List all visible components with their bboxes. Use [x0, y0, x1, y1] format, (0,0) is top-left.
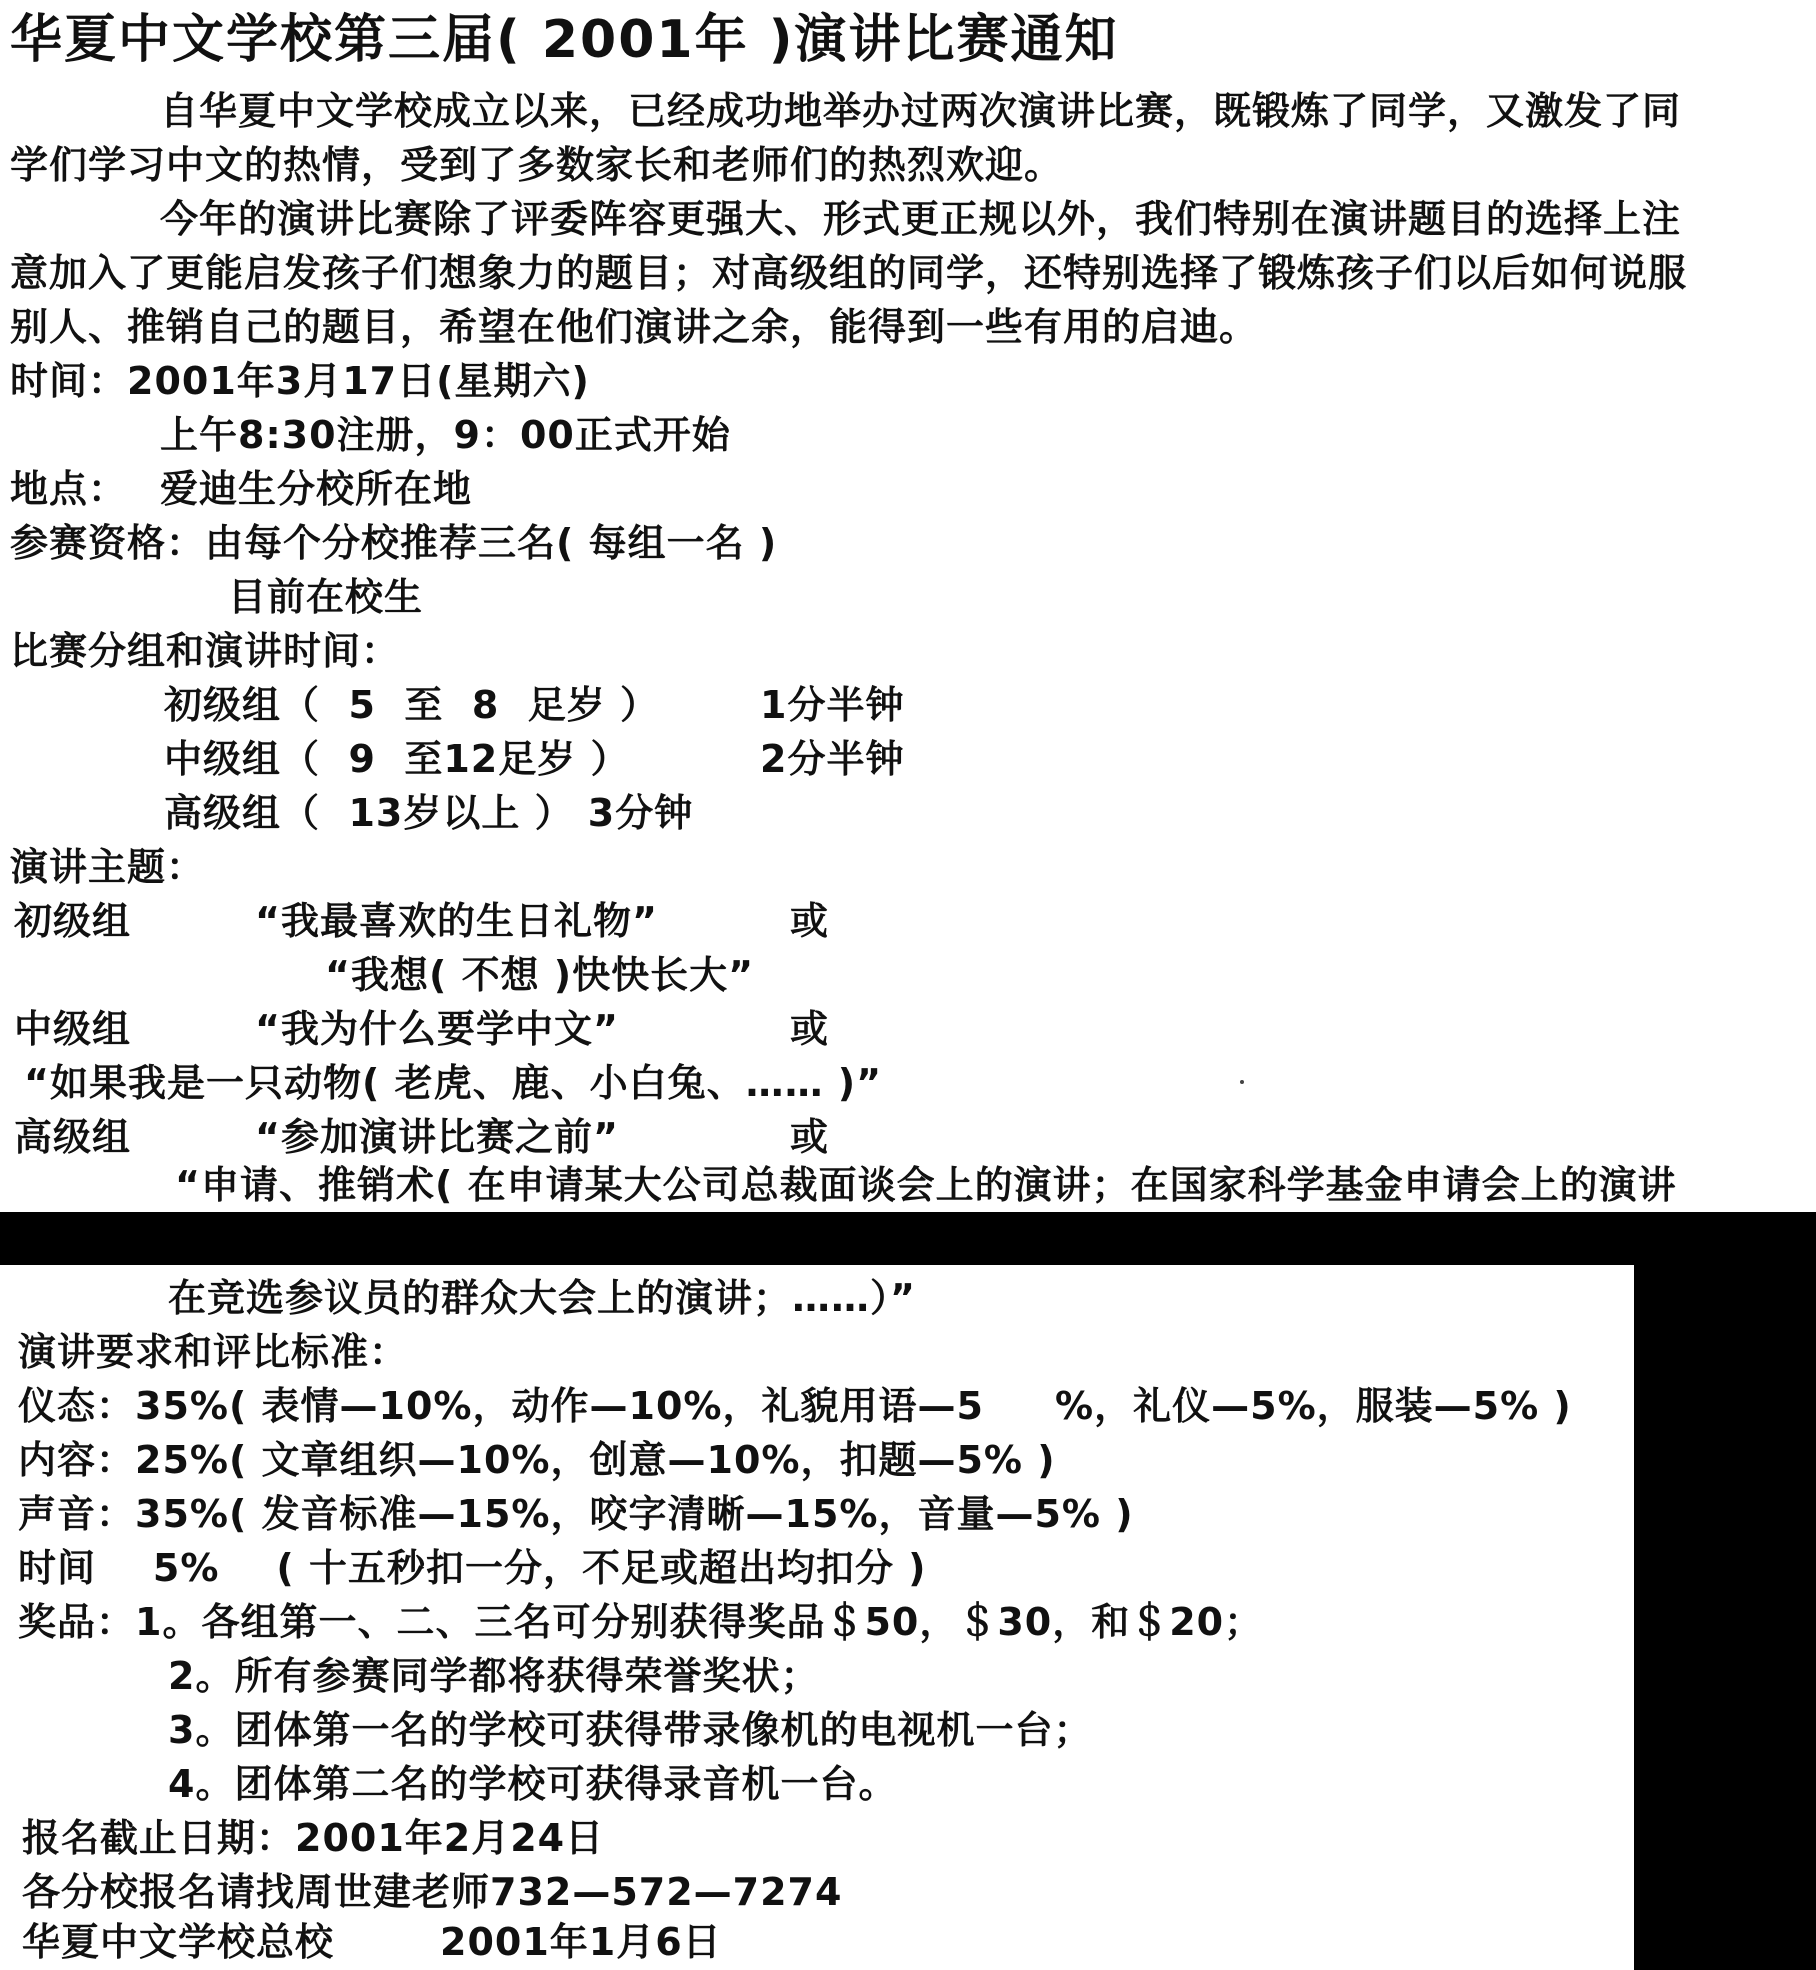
deadline: 报名截止日期：2001年2月24日 [22, 1816, 605, 1860]
intro-line-3: 今年的演讲比赛除了评委阵容更强大、形式更正规以外，我们特别在演讲题目的选择上注 [160, 197, 1682, 241]
time-line: 时间：2001年3月17日(星期六) [10, 359, 590, 403]
place-value: 爱迪生分校所在地 [160, 467, 473, 511]
prize-1: 奖品：1。各组第一、二、三名可分别获得奖品＄50，＄30，和＄20； [18, 1600, 1264, 1644]
topic-junior-or: 或 [790, 899, 830, 943]
scan-speck [1240, 1080, 1244, 1084]
topic-senior-1: “参加演讲比赛之前” [255, 1115, 619, 1159]
group-junior-time: 1分半钟 [760, 683, 905, 727]
group-middle-time: 2分半钟 [760, 737, 905, 781]
eligibility-detail: 目前在校生 [228, 575, 424, 619]
topic-middle-or: 或 [790, 1007, 830, 1051]
groups-header: 比赛分组和演讲时间： [10, 629, 401, 673]
notice-title: 华夏中文学校第三届( 2001年 )演讲比赛通知 [10, 10, 1119, 70]
topic-junior-2: “我想( 不想 )快快长大” [325, 953, 755, 997]
topic-senior-label: 高级组 [14, 1115, 132, 1159]
notice-lower-page [0, 1265, 1634, 1970]
topic-middle-1: “我为什么要学中文” [255, 1007, 619, 1051]
prize-4: 4。团体第二名的学校可获得录音机一台。 [168, 1762, 898, 1806]
eligibility-line: 参赛资格：由每个分校推荐三名( 每组一名 ) [10, 521, 778, 565]
intro-line-2: 学们学习中文的热情，受到了多数家长和老师们的热烈欢迎。 [10, 143, 1064, 187]
prize-2: 2。所有参赛同学都将获得荣誉奖状； [168, 1654, 820, 1698]
topics-header: 演讲主题： [10, 845, 206, 889]
time-detail: 上午8:30注册，9：00正式开始 [160, 413, 731, 457]
criteria-voice: 声音：35%( 发音标准—15%，咬字清晰—15%，音量—5% ) [18, 1492, 1134, 1536]
prize-3: 3。团体第一名的学校可获得带录像机的电视机一台； [168, 1708, 1093, 1752]
intro-line-1: 自华夏中文学校成立以来，已经成功地举办过两次演讲比赛，既锻炼了同学，又激发了同 [160, 89, 1682, 133]
place-label: 地点： [10, 467, 128, 511]
intro-line-4: 意加入了更能启发孩子们想象力的题目；对高级组的同学，还特别选择了锻炼孩子们以后如何说服 [10, 251, 1688, 295]
topic-senior-or: 或 [790, 1115, 830, 1159]
group-junior-label: 初级组（ 5 至 8 足岁 ） [164, 683, 659, 727]
group-middle-label: 中级组（ 9 至12足岁 ） [164, 737, 630, 781]
criteria-content: 内容：25%( 文章组织—10%，创意—10%，扣题—5% ) [18, 1438, 1056, 1482]
criteria-time: 时间 5% ( 十五秒扣一分，不足或超出均扣分 ) [18, 1546, 927, 1590]
intro-line-5: 别人、推销自己的题目，希望在他们演讲之余，能得到一些有用的启迪。 [10, 305, 1259, 349]
topic-junior-1: “我最喜欢的生日礼物” [255, 899, 658, 943]
signature-org: 华夏中文学校总校 [22, 1920, 335, 1964]
topic-senior-2: “申请、推销术( 在申请某大公司总裁面谈会上的演讲；在国家科学基金申请会上的演讲 [175, 1163, 1677, 1207]
criteria-header: 演讲要求和评比标准： [18, 1330, 409, 1374]
criteria-manner: 仪态：35%( 表情—10%，动作—10%，礼貌用语—5 %，礼仪—5%，服装—5% ) [18, 1384, 1572, 1428]
topic-senior-3: 在竞选参议员的群众大会上的演讲；……）” [168, 1276, 916, 1320]
topic-middle-label: 中级组 [14, 1007, 132, 1051]
signature-date: 2001年1月6日 [440, 1920, 722, 1964]
topic-junior-label: 初级组 [14, 899, 132, 943]
group-senior-label: 高级组（ 13岁以上 ） 3分钟 [164, 791, 694, 835]
contact: 各分校报名请找周世建老师732—572—7274 [22, 1870, 843, 1914]
topic-middle-2: “如果我是一只动物( 老虎、鹿、小白兔、…… )” [24, 1061, 883, 1105]
